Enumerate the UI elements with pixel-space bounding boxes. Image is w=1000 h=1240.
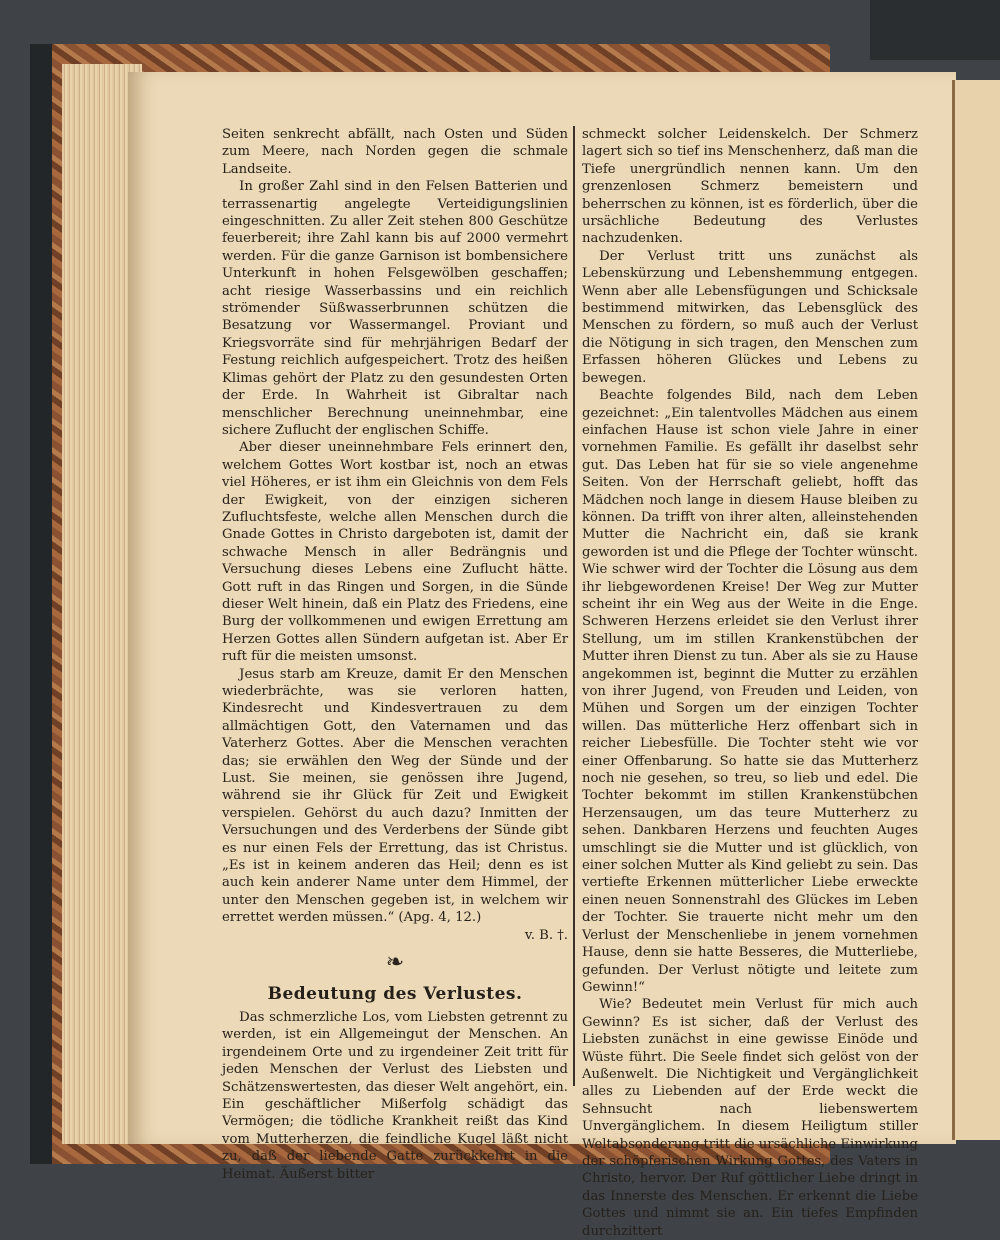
section-heading: Bedeutung des Verlustes.: [267, 983, 523, 1004]
cover-spine-edge: [30, 44, 52, 1164]
paragraph: Aber dieser uneinnehmbare Fels erinnert den, welchem Gottes Wort kostbar ist, noch an etwas viel Höheres, er ist ihm ein Gleichnis von dem Fels der Ewigkeit, von der einzigen sicheren Zufluchtsfeste, welche allen Menschen durch die Gnade Gottes in Christo dargeboten ist, damit der schwache Mensch in aller Bedrängnis und Versuchung dieses Lebens eine Zuflucht hätte. Gott ruft in das Ringen und Sorgen, in die Sünde dieser Welt hinein, daß ein Platz des Friedens, eine Burg der vollkommenen und ewigen Errettung am Herzen Gottes allen Sündern aufgetan ist. Aber Er ruft für die meisten umsonst.: [222, 440, 568, 665]
paragraph: Der Verlust tritt uns zunächst als Lebenskürzung und Lebenshemmung entgegen. Wenn aber alle Lebensfügungen und Schicksale bestimmend mitwirken, das Lebensglück des Menschen zu fördern, so muß auch der Verlust die Nötigung in sich tragen, den Menschen zum Erfassen höheren Glückes und Lebens zu bewegen.: [582, 248, 918, 386]
right-column: [582, 126, 918, 1240]
paragraph: Seiten senkrecht abfällt, nach Osten und Süden zum Meere, nach Norden gegen die schmale Landseite.: [222, 127, 568, 177]
paragraph: In großer Zahl sind in den Felsen Batterien und terrassenartig angelegte Verteidigungslinien eingeschnitten. Zu aller Zeit stehen 800 Geschütze feuerbereit; ihre Zahl kann bis auf 2000 vermehrt werden. Für die ganze Garnison ist bombensichere Unterkunft in hohen Felsgewölben geschaffen; acht riesige Wasserbassins und ein reichlich strömender Süßwasserbrunnen schützen die Besatzung vor Wassermangel. Proviant und Kriegsvorräte sind für mehrjährigen Bedarf der Festung reichlich aufgespeichert. Trotz des heißen Klimas gehört der Platz zu den gesundesten Orten der Erde. In Wahrheit ist Gibraltar nach menschlicher Berechnung uneinnehmbar, eine sichere Zuflucht der englischen Schiffe.: [222, 179, 568, 438]
column-divider: [573, 126, 575, 1086]
paragraph: Wie? Bedeutet mein Verlust für mich auch Gewinn? Es ist sicher, daß der Verlust des Liebsten zunächst in eine gewisse Einöde und Wüste führt. Die Seele findet sich gelöst von der Außenwelt. Die Nichtigkeit und Vergänglichkeit alles zu Liebenden auf der Erde weckt die Sehnsucht nach liebenswertem Unvergänglichem. In diesem Heiligtum stiller Weltabsonderung tritt die ursächliche Einwirkung der schöpferischen Wirkung Gottes, des Vaters in Christo, hervor. Der Ruf göttlicher Liebe dringt in das Innerste des Menschen. Er erkennt die Liebe Gottes und nimmt sie an. Ein tiefes Empfinden durchzittert: [582, 997, 918, 1239]
ornament-icon: ❧: [385, 950, 405, 976]
paragraph: Beachte folgendes Bild, nach dem Leben gezeichnet: „Ein talentvolles Mädchen aus einem einfachen Hause ist schon viele Jahre in einer vornehmen Familie. Es gefällt ihr daselbst sehr gut. Das Leben hat für sie so viele angenehme Seiten. Von der Herrschaft geliebt, hofft das Mädchen noch lange in diesem Hause bleiben zu können. Da trifft von ihrer alten, alleinstehenden Mutter die Nachricht ein, daß sie krank geworden ist und die Pflege der Tochter wünscht. Wie schwer wird der Tochter die Lösung aus dem ihr liebgewordenen Kreise! Der Weg zur Mutter scheint ihr ein Weg aus der Weite in die Enge. Schweren Herzens erleidet sie den Verlust ihrer Stellung, um im stillen Krankenstübchen der Mutter ihren Dienst zu tun. Aber als sie zu Hause angekommen ist, beginnt die Mutter zu erzählen von ihrer Jugend, von Freuden und Leiden, von Mühen und Sorgen um der einzigen Tochter willen. Das mütterliche Herz offenbart sich in reicher Liebesfülle. Die Tochter steht wie vor einer Offenbarung. So hatte sie das Mutterherz noch nie gesehen, so treu, so lieb und edel. Die Tochter bekommt im stillen Krankenstübchen Herzensaugen, um das teure Mutterherz zu sehen. Dankbaren Herzens und feuchten Auges umschlingt sie die Mutter und ist glücklich, von einer solchen Mutter als Kind geliebt zu sein. Das vertiefte Erkennen mütterlicher Liebe erweckte einen neuen Sonnenstrahl des Glückes im Leben der Tochter. Sie trauerte nicht mehr um den Verlust der Menschenliebe in jenem vornehmen Hause, denn sie hatte Besseres, die Mutterliebe, gefunden. Der Verlust nötigte und leitete zum Gewinn!“: [582, 388, 918, 995]
paragraph: schmeckt solcher Leidenskelch. Der Schmerz lagert sich so tief ins Menschenherz, daß man die Tiefe unergründlich nennen kann. Um den grenzenlosen Schmerz bemeistern und beherrschen zu können, ist es förderlich, über die ursächliche Bedeutung des Verlustes nachzudenken.: [582, 127, 918, 247]
author-signature: v. B. †.: [524, 927, 568, 943]
paragraph: Das schmerzliche Los, vom Liebsten getrennt zu werden, ist ein Allgemeingut der Menschen. An irgendeinem Orte und zu irgendeiner Zeit tritt für jeden Menschen der Verlust des Liebsten und Schätzenswertesten, das dieser Welt angehört, ein. Ein geschäftlicher Mißerfolg schädigt das Vermögen; die tödliche Krankheit reißt das Kind vom Mutterherzen, die feindliche Kugel läßt nicht zu, daß der liebende Gatte zurückkehrt in die Heimat. Äußerst bitter: [222, 1009, 568, 1182]
background-block: [870, 0, 1000, 60]
paragraph: Jesus starb am Kreuze, damit Er den Menschen wiederbrächte, was sie verloren hatten, Kindesrecht und Kindesvertrauen zu dem allmächtigen Gott, den Vaternamen und das Vaterherz Gottes. Aber die Menschen verachten das; sie erwählen den Weg der Sünde und der Lust. Sie meinen, sie genössen ihre Jugend, während sie ihr Glück für Zeit und Ewigkeit verspielen. Gehörst du auch dazu? Inmitten der Versuchungen und des Verderbens der Sünde gibt es nur einen Fels der Errettung, das ist Christus. „Es ist in keinem anderen das Heil; denn es ist auch kein anderer Name unter dem Himmel, der unter den Menschen gegeben ist, in welchem wir errettet werden müssen.“ (Apg. 4, 12.): [222, 666, 568, 926]
next-page-edge: [952, 80, 1000, 1140]
left-column: [222, 126, 568, 1183]
